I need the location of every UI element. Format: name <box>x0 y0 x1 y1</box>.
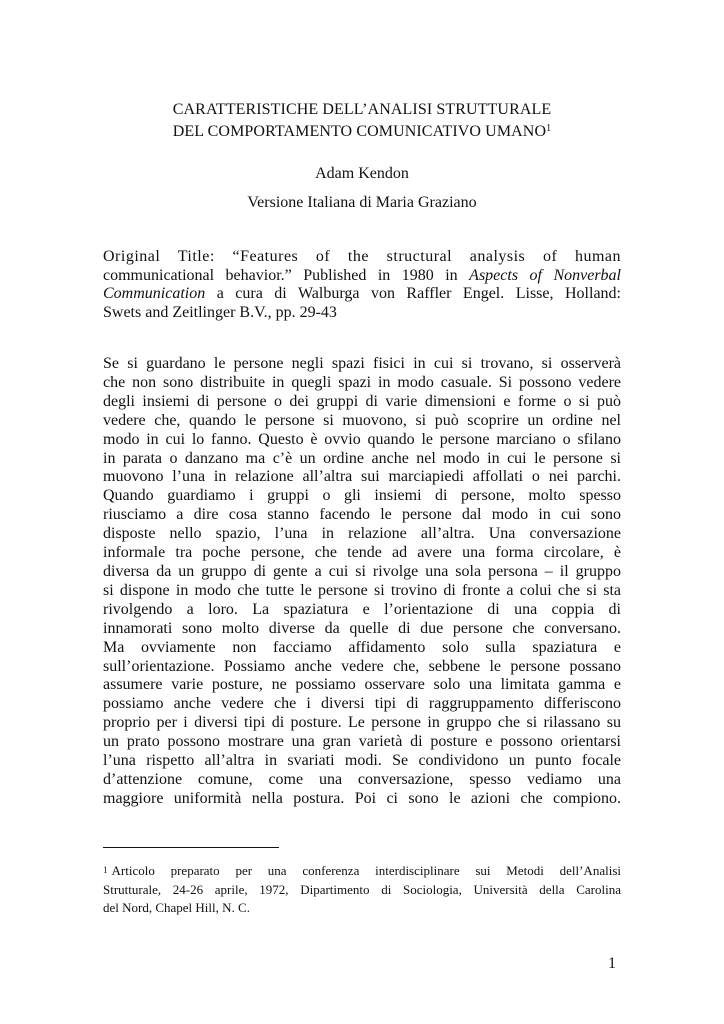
footnote <box>103 862 621 918</box>
original-title-paragraph <box>103 248 621 322</box>
body-line: Quando guardiamo i gruppi o gli insiemi di persone, molto spesso <box>103 487 621 505</box>
body-line: riusciamo a dire cosa stanno facendo le persone dal modo in cui sono <box>103 506 621 524</box>
body-line: maggiore uniformità nella postura. Poi ci sono le azioni che compiono. <box>103 789 621 807</box>
body-line: un prato possono mostrare una gran varietà di posture e possono orientarsi <box>103 733 621 751</box>
original-book-title-part-2: Communication <box>103 285 206 302</box>
footnote-line-1-text: Articolo preparato per una conferenza interdisciplinare sui Metodi dell’Analisi <box>111 863 621 878</box>
body-line: degli insiemi di persone o dei gruppi di varie dimensioni e forme o si può <box>103 392 621 410</box>
original-line-3 <box>103 285 621 304</box>
page-number: 1 <box>608 955 616 972</box>
footnote-marker: 1 <box>103 865 108 875</box>
body-line: l’una rispetto all’altra in svariati modi. Se condividono un punto focale <box>103 752 621 770</box>
body-line: rivolgendo a loro. La spaziatura e l’orientazione di una coppia di <box>103 600 621 618</box>
body-line: innamorati sono molto diverse da quelle di due persone che conversano. <box>103 619 621 637</box>
body-line: possiamo anche vedere che i diversi tipi di raggruppamento differiscono <box>103 695 621 713</box>
body-line: muovono l’una in relazione all’altra sui marciapiedi affollati o nei parchi. <box>103 468 621 486</box>
title-line-2 <box>0 121 724 143</box>
body-line: proprio per i diversi tipi di posture. Le persone in gruppo che si rilassano su <box>103 714 621 732</box>
original-line-3-text: a cura di Walburga von Raffler Engel. Lisse, Holland: <box>205 285 621 302</box>
body-line: Ma ovviamente non facciamo affidamento solo sulla spaziatura e <box>103 638 621 656</box>
body-paragraph <box>103 355 621 809</box>
footnote-line-3: del Nord, Chapel Hill, N. C. <box>103 900 250 915</box>
footnote-line-2: Strutturale, 24-26 aprile, 1972, Dipartimento di Sociologia, Università della Carolina <box>103 881 621 897</box>
body-line: Se si guardano le persone negli spazi fisici in cui si trovano, si osserverà <box>103 355 621 372</box>
original-line-2-text: communicational behavior.” Published in 1980 in <box>103 266 470 284</box>
body-line: d’attenzione comune, come una conversazione, spesso vediamo una <box>103 770 621 788</box>
original-line-2 <box>103 267 621 286</box>
title-line-2-text: DEL COMPORTAMENTO COMUNICATIVO UMANO <box>172 123 547 140</box>
body-line: in parata o danzano ma c’è un ordine anche nel modo in cui le persone si <box>103 449 621 467</box>
title-line-1: CARATTERISTICHE DELL’ANALISI STRUTTURALE <box>172 101 552 118</box>
body-line: vedere che, quando le persone si muovono, si può scoprire un ordine nel <box>103 411 621 429</box>
author-name: Adam Kendon <box>315 165 409 182</box>
original-line-1: Original Title: “Features of the structural analysis of human <box>103 248 621 265</box>
body-line: modo in cui lo fanno. Questo è ovvio quando le persone marciano o sfilano <box>103 430 621 448</box>
body-line: disposte nello spazio, l’una in relazione all’altra. Una conversazione <box>103 525 621 543</box>
original-book-title-part-1: Aspects of Nonverbal <box>469 266 621 284</box>
body-line: informale tra poche persone, che tende ad avere una forma circolare, è <box>103 544 621 562</box>
body-line: diversa da un gruppo di gente a cui si rivolge una sola persona – il gruppo <box>103 562 621 580</box>
footnote-separator <box>103 847 279 848</box>
footnote-line-1 <box>103 862 621 881</box>
translation-credit: Versione Italiana di Maria Graziano <box>247 194 477 211</box>
title-footnote-ref[interactable]: 1 <box>546 123 552 134</box>
body-line: si dispone in modo che tutte le persone si trovino di fronte a colui che si sta <box>103 581 621 599</box>
body-line: assumere varie posture, ne possiamo osservare solo una limitata gamma e <box>103 676 621 694</box>
body-line: che non sono distribuite in quegli spazi in modo casuale. Si possono vedere <box>103 373 621 391</box>
body-line: sull’orientazione. Possiamo anche vedere che, sebbene le persone possano <box>103 657 621 675</box>
original-line-4: Swets and Zeitlinger B.V., pp. 29-43 <box>103 303 337 321</box>
